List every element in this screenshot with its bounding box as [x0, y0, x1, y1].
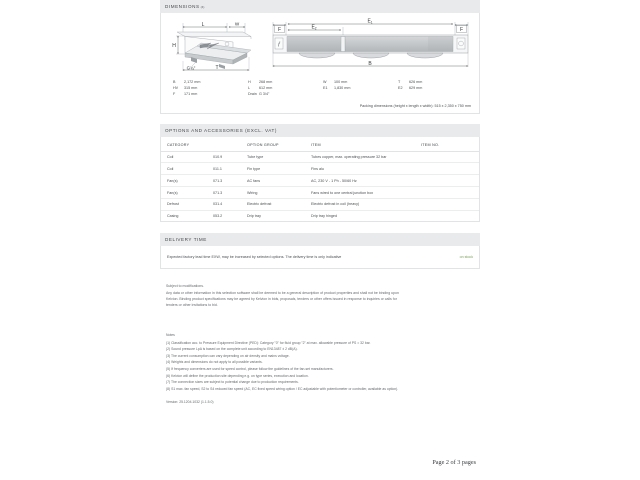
dimensions-panel — [160, 13, 480, 114]
svg-text:T: T — [215, 65, 219, 71]
cell-code: 071.3 — [213, 186, 247, 198]
svg-text:H: H — [172, 43, 176, 49]
cell-item: Tubes copper, max. operating pressure 32 bar — [311, 151, 421, 163]
svg-text:G¾": G¾" — [186, 65, 196, 71]
note-line-8: (8) S1 max. fan speed, S2 to S4 reduced fan speed (AC, EC fixed speed wiring option / EC adjustable with potentiometer or controller, available as option). — [166, 386, 399, 391]
cell-category: Casing — [167, 214, 179, 219]
cell-item: Drip tray hinged — [311, 214, 338, 219]
disclaimer-line-4: tenders or other invitations to bid. — [166, 303, 218, 308]
spec-row-f — [173, 91, 248, 97]
svg-text:F: F — [277, 27, 282, 33]
table-row — [161, 163, 479, 175]
dimensions-drawing-area — [161, 13, 479, 79]
spec-key-t: T — [398, 80, 401, 84]
column-header-category: CATEGORY — [161, 137, 247, 152]
datasheet-page — [160, 0, 480, 480]
options-table-head — [161, 137, 479, 152]
dimensions-section-footnote: (4) — [200, 4, 205, 9]
side-view-drawing — [172, 22, 251, 71]
disclaimer-line-2: Any data or other information in this selection software shall be deemed to be a general description of product properties and shall not be binding upon — [166, 290, 399, 295]
table-row — [161, 151, 479, 163]
dimensions-section-title: DIMENSIONS — [165, 4, 200, 9]
spec-key-h: H — [248, 80, 251, 84]
spec-row-e1 — [323, 85, 398, 91]
cell-category: Coil — [161, 163, 213, 175]
spec-key-e1: E1 — [323, 86, 328, 91]
delivery-section-title: DELIVERY TIME — [165, 237, 207, 243]
note-line-1: (1) Classification acc. to Pressure Equipment Directive (PED): Category "0" for fluid group "2" at max. allowable pressure of PS = 32 bar. — [166, 340, 371, 345]
spec-value-b: 2,172 mm — [184, 80, 201, 84]
cell-code: 053.2 — [213, 214, 223, 219]
options-table — [161, 137, 479, 222]
spec-key-hv: HV — [173, 86, 179, 91]
column-header-item: ITEM — [311, 137, 421, 152]
spec-key-e2: E2 — [398, 86, 403, 91]
cell-item-no — [421, 210, 479, 221]
disclaimer — [160, 269, 480, 308]
dimensions-drawing — [167, 17, 475, 75]
status-badge: on stock — [459, 255, 473, 260]
spec-value-e1: 1,830 mm — [334, 86, 351, 91]
cell-code: 031.4 — [213, 198, 247, 210]
spec-key-l: L — [248, 86, 251, 91]
cell-option-group: Fin type — [247, 163, 311, 175]
cell-item-no — [421, 163, 479, 175]
cell-code: 010.9 — [213, 151, 247, 163]
cell-option-group: Tube type — [247, 151, 311, 163]
note-line-2: (2) Sound pressure LpA is based on the complete unit according to EN13487 ± 2 dB(A). — [166, 347, 298, 352]
disclaimer-line-3: Kelvion. Binding product specifications may be agreed by Kelvion in bids, proposals, tenders or other offers issued in response to inquiries or calls for — [166, 296, 397, 301]
dimensions-spec-column-1 — [173, 79, 248, 98]
front-view-drawing — [273, 19, 468, 67]
cell-option-group: Drip tray — [247, 214, 261, 219]
cell-category: Defrost — [161, 198, 213, 210]
cell-category: Fan(s) — [161, 175, 213, 187]
cell-option-group: Electric defrost — [247, 198, 311, 210]
dimensions-section-header — [160, 0, 480, 13]
cell-item: Electric defrost in coil (heavy) — [311, 198, 421, 210]
spec-key-b: B — [173, 80, 176, 84]
options-panel — [160, 137, 480, 223]
dimensions-spec-list — [161, 79, 479, 98]
options-section-header — [160, 124, 480, 137]
page-footer: Page 2 of 3 pages — [432, 459, 476, 466]
spec-key-f: F — [173, 92, 176, 97]
cell-code: 071.3 — [213, 175, 247, 187]
cell-category: Coil — [161, 151, 213, 163]
dimensions-spec-column-2 — [248, 79, 323, 98]
svg-text:B: B — [368, 60, 372, 67]
options-section-title: OPTIONS AND ACCESSORIES (EXCL. VAT) — [165, 127, 277, 133]
column-header-option-group: OPTION GROUP — [247, 137, 311, 152]
svg-text:f: f — [278, 42, 280, 48]
spec-value-w: 100 mm — [334, 80, 348, 84]
delivery-section-header — [160, 233, 480, 246]
delivery-text: Expected factory lead time EXW, may be increased by selected options. The delivery time is only indicative — [167, 255, 342, 260]
spec-key-drain: Drain — [248, 92, 257, 97]
spec-value-drain: G 3/4" — [259, 92, 270, 97]
cell-item: Fins alu — [311, 163, 421, 175]
cell-option-group: AC fans — [247, 175, 311, 187]
table-row — [161, 210, 479, 221]
table-row — [161, 198, 479, 210]
svg-text:W: W — [234, 21, 240, 27]
svg-text:E1: $E_1$ — [367, 18, 373, 25]
note-line-7: (7) The connection sizes are subject to potential change due to production requirements. — [166, 380, 299, 385]
spec-key-w: W — [323, 80, 327, 84]
spec-value-e2: 629 mm — [409, 86, 423, 91]
packing-dimensions: Packing dimensions (height x length x width): 515 x 2,350 x 750 mm — [359, 103, 471, 108]
cell-code: 011.1 — [213, 163, 247, 175]
options-table-body — [161, 151, 479, 221]
spec-value-l: 612 mm — [259, 86, 273, 91]
cell-item: Fans wired to one central junction box — [311, 186, 421, 198]
cell-item-no — [421, 198, 479, 210]
svg-text:F: F — [459, 27, 464, 33]
svg-text:E2: $E_2$ — [311, 24, 317, 31]
table-row — [161, 186, 479, 198]
cell-category: Fan(s) — [161, 186, 213, 198]
table-row — [161, 175, 479, 187]
cell-item-no — [421, 186, 479, 198]
notes-block — [160, 332, 480, 392]
disclaimer-line-1: Subject to modifications. — [166, 284, 204, 289]
note-line-4: (4) Weights and dimensions do not apply to all possible variants. — [166, 360, 263, 365]
cell-item-no — [421, 175, 479, 187]
spec-value-f: 171 mm — [184, 92, 198, 97]
version-label: Version: 25.1204.1032 (1.1.5.0) — [166, 400, 214, 405]
notes-title: Notes — [166, 333, 175, 338]
dimensions-spec-column-4 — [398, 79, 473, 98]
dimensions-spec-column-3 — [323, 79, 398, 98]
note-line-6: (6) Kelvion will define the production site depending e.g. on type series, execution and location. — [166, 373, 309, 378]
cell-item: AC, 230 V - 1 Ph - 50/60 Hz — [311, 175, 421, 187]
spec-value-hv: 315 mm — [184, 86, 198, 91]
note-line-5: (5) If frequency converters are used for speed control, please follow the guidelines of the fan-set manufacturers. — [166, 366, 334, 371]
spec-row-drain — [248, 91, 323, 97]
spec-value-h: 268 mm — [259, 80, 273, 84]
cell-option-group: Wiring — [247, 186, 311, 198]
spec-value-t: 626 mm — [409, 80, 423, 84]
spec-row-e2 — [398, 85, 473, 91]
delivery-body — [161, 246, 479, 268]
column-header-item-no: ITEM NO. — [421, 137, 479, 152]
options-header-row — [161, 137, 479, 152]
svg-text:L: L — [201, 22, 205, 28]
delivery-panel — [160, 246, 480, 269]
cell-item-no — [421, 151, 479, 163]
note-line-3: (3) The current consumption can vary depending on air density and mains voltage. — [166, 353, 290, 358]
